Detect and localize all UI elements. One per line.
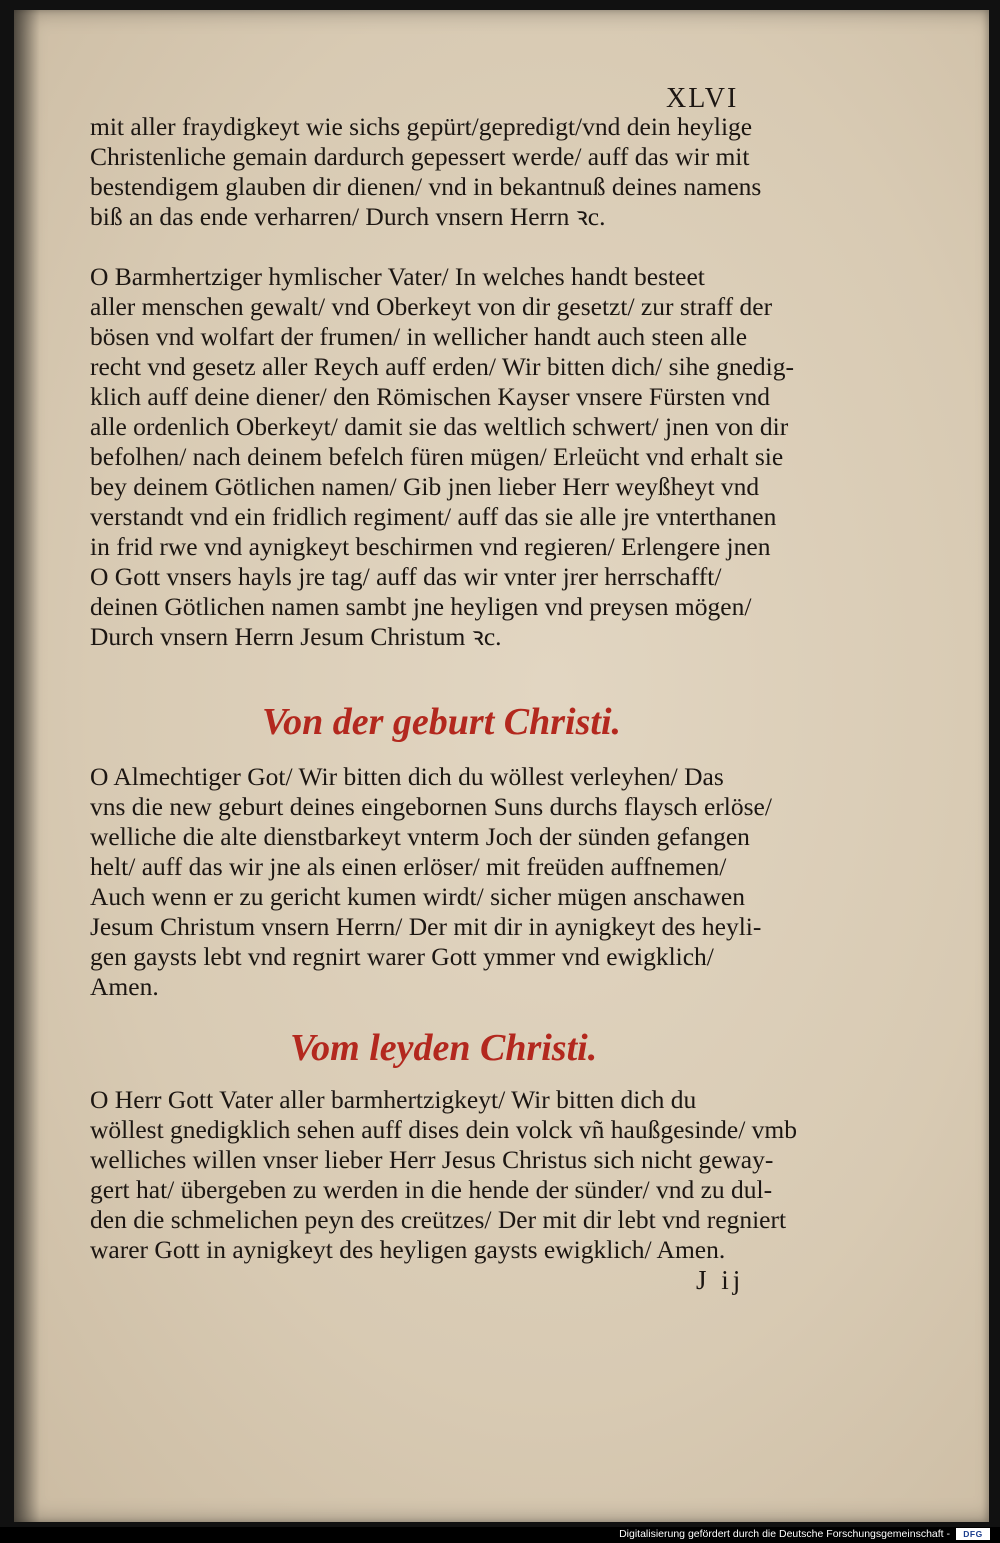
text-line: wöllest gnedigklich sehen auff dises dein volck vñ haußgesinde/ vmb <box>90 1115 798 1144</box>
text-line: bestendigem glauben dir dienen/ vnd in bekantnuß deines namens <box>90 172 762 201</box>
text-line: recht vnd gesetz aller Reych auff erden/ Wir bitten dich/ sihe gnedig- <box>90 352 794 381</box>
text-line: alle ordenlich Oberkeyt/ damit sie das weltlich schwert/ jnen von dir <box>90 412 789 441</box>
text-line: befolhen/ nach deinem befelch füren mügen/ Erleücht vnd erhalt sie <box>90 442 784 471</box>
signature-mark: J ij <box>696 1265 745 1295</box>
page-gutter-shadow <box>14 10 40 1522</box>
text-line: Auch wenn er zu gericht kumen wirdt/ sicher mügen anschawen <box>90 882 745 911</box>
text-line: welliche die alte dienstbarkeyt vnterm Joch der sünden gefangen <box>90 822 750 851</box>
text-line: bösen vnd wolfart der frumen/ in wellicher handt auch steen alle <box>90 322 748 351</box>
dfg-logo-text: DFG <box>963 1529 983 1539</box>
text-line: bey deinem Götlichen namen/ Gib jnen lieber Herr weyßheyt vnd <box>90 472 760 501</box>
text-line: O Gott vnsers hayls jre tag/ auff das wir vnter jrer herrschafft/ <box>90 562 722 591</box>
text-line: gen gaysts lebt vnd regnirt warer Gott ymmer vnd ewigklich/ <box>90 942 714 971</box>
text-line: den die schmelichen peyn des creützes/ Der mit dir lebt vnd regniert <box>90 1205 787 1234</box>
text-line: O Barmhertziger hymlischer Vater/ In welches handt besteet <box>90 262 705 291</box>
text-line: klich auff deine diener/ den Römischen Kayser vnsere Fürsten vnd <box>90 382 771 411</box>
text-line: Durch vnsern Herrn Jesum Christum ꝛc. <box>90 622 502 651</box>
text-line: in frid rwe vnd aynigkeyt beschirmen vnd regieren/ Erlengere jnen <box>90 532 771 561</box>
text-line: Jesum Christum vnsern Herrn/ Der mit dir in aynigkeyt des heyli- <box>90 912 762 941</box>
funding-credit: Digitalisierung gefördert durch die Deutsche Forschungsgemeinschaft - <box>619 1528 950 1540</box>
text-line: Christenliche gemain dardurch gepessert werde/ auff das wir mit <box>90 142 750 171</box>
folio-number: XLVI <box>666 83 739 114</box>
dfg-logo <box>956 1528 990 1540</box>
text-line: welliches willen vnser lieber Herr Jesus Christus sich nicht geway- <box>90 1145 774 1174</box>
text-line: verstandt vnd ein fridlich regiment/ auff das sie alle jre vnterthanen <box>90 502 777 531</box>
text-line: warer Gott in aynigkeyt des heyligen gaysts ewigklich/ Amen. <box>90 1235 726 1264</box>
section-heading: Von der geburt Christi. <box>262 701 621 743</box>
text-line: aller menschen gewalt/ vnd Oberkeyt von dir gesetzt/ zur straff der <box>90 292 773 321</box>
text-line: O Herr Gott Vater aller barmhertzigkeyt/ Wir bitten dich du <box>90 1085 697 1114</box>
text-line: gert hat/ übergeben zu werden in die hende der sünder/ vnd zu dul- <box>90 1175 773 1204</box>
text-line: O Almechtiger Got/ Wir bitten dich du wöllest verleyhen/ Das <box>90 762 724 791</box>
text-line: Amen. <box>90 972 159 1001</box>
text-line: mit aller fraydigkeyt wie sichs gepürt/gepredigt/vnd dein heylige <box>90 112 753 141</box>
text-line: helt/ auff das wir jne als einen erlöser/ mit freüden auffnemen/ <box>90 852 727 881</box>
text-line: vns die new geburt deines eingebornen Suns durchs flaysch erlöse/ <box>90 792 772 821</box>
text-line: deinen Götlichen namen sambt jne heyligen vnd preysen mögen/ <box>90 592 752 621</box>
text-line: biß an das ende verharren/ Durch vnsern Herrn ꝛc. <box>90 202 606 231</box>
section-heading: Vom leyden Christi. <box>290 1027 598 1069</box>
